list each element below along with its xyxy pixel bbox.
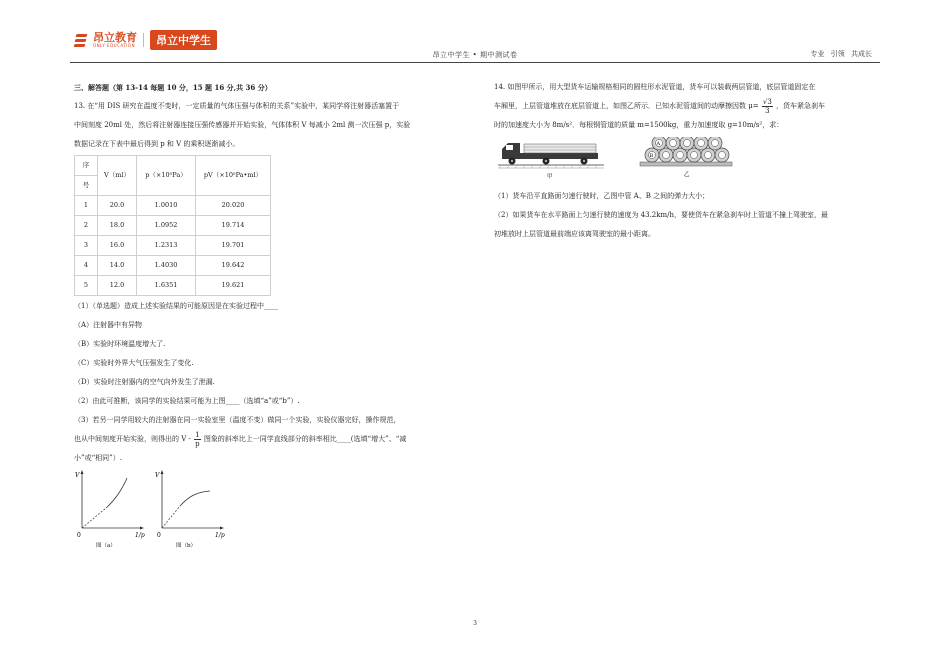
q14-text: ，货车紧急刹车 <box>776 102 826 110</box>
table-cell: 20.020 <box>196 196 271 216</box>
table-cell: 16.0 <box>98 236 137 256</box>
pipes-figure <box>640 137 732 178</box>
q13-sub3-text: 也从中间刻度开始实验，则得出的 V - <box>74 435 191 443</box>
fraction <box>762 98 773 115</box>
graph-a-ylabel: V <box>75 472 80 479</box>
q14-line: 14. 如图甲所示，用大型货车运输规格相同的圆柱形水泥管道，货车可以装载两层管道，底层管道固定在 <box>494 83 816 91</box>
q13-intro-line: 中间刻度 20ml 处，然后将注射器连接压强传感器并开始实验，气体体积 V 每减小 2ml 测一次压强 p，实验 <box>74 121 411 129</box>
graph-b <box>155 470 225 549</box>
fraction-numerator: 1 <box>195 430 200 439</box>
option-c: （C）实验时外界大气压强发生了变化. <box>74 359 194 367</box>
header-tagline: 专业 引领 共成长 <box>810 50 872 58</box>
q13-sub1: （1）（单选题）造成上述实验结果的可能原因是在实验过程中____ <box>74 302 278 310</box>
table-row <box>75 276 271 296</box>
table-cell: 1.6351 <box>137 276 196 296</box>
table-header-cell: 号 <box>75 176 98 196</box>
q13-sub3-line: （3）若另一同学用较大的注射器在同一实验室里（温度不变）做同一个实验，实验仪器完好，操作规范， <box>74 416 401 424</box>
fraction-denominator: p <box>195 439 200 448</box>
table-cell: 1.2313 <box>137 236 196 256</box>
fig-jia-label: 甲 <box>547 174 553 180</box>
left-column <box>74 78 470 548</box>
table-cell: 2 <box>75 216 98 236</box>
q14-line: 时的加速度大小为 8m/s²．每根钢管道的质量 m=1500kg，重力加速度取 g=10m/s²，求： <box>494 121 784 129</box>
table-cell: 19.642 <box>196 256 271 276</box>
table-cell: 19.714 <box>196 216 271 236</box>
header-rule <box>70 62 880 63</box>
logo-text: 昂立教育 <box>93 30 137 44</box>
table-cell: 18.0 <box>98 216 137 236</box>
table-cell: 5 <box>75 276 98 296</box>
graph-figures <box>74 468 274 548</box>
option-b: （B）实验时环境温度增大了. <box>74 340 166 348</box>
table-cell: 4 <box>75 256 98 276</box>
right-column <box>494 78 884 244</box>
graph-b-xlabel: 1/p <box>215 532 225 539</box>
table-header-row <box>75 156 271 176</box>
q13-sub3-line <box>74 430 470 449</box>
table-cell: 3 <box>75 236 98 256</box>
fig-yi-label: 乙 <box>684 172 690 178</box>
pipe-b-label: B <box>649 153 654 159</box>
exam-title: 昂立中学生 • 期中测试卷 <box>432 51 518 59</box>
q13-sub3-text: 图象的斜率比上一同学直线部分的斜率相比____(选填“增大”、“减 <box>203 435 407 443</box>
q14-sub2-line: 初堆放时上层管道最前端应该离驾驶室的最小距离。 <box>494 230 655 238</box>
q13-sub3-line: 小”或“相同”）. <box>74 454 122 462</box>
table-header-cell: V（ml） <box>98 156 137 196</box>
brand-logo <box>74 30 217 50</box>
table-cell: 12.0 <box>98 276 137 296</box>
logo-subtext: ONLY EDUCATION <box>93 42 136 48</box>
data-table <box>74 155 271 296</box>
q14-text: 车厢里，上层管道堆放在底层管道上，如图乙所示．已知水泥管道间的动摩擦因数 μ= <box>494 102 759 110</box>
table-row <box>75 216 271 236</box>
graph-a-xlabel: 1/p <box>135 532 145 539</box>
table-header-cell: pV（×10⁵Pa•ml） <box>196 156 271 196</box>
q13-intro-line: 13. 在“用 DIS 研究在温度不变时，一定质量的气体压强与体积的关系”实验中，某同学将注射器活塞置于 <box>74 102 400 110</box>
truck-figure <box>498 143 604 180</box>
fraction-denominator: 3 <box>765 106 770 115</box>
page-header <box>0 0 950 64</box>
table-cell: 19.621 <box>196 276 271 296</box>
graph-b-ylabel: V <box>155 472 160 479</box>
table-header-cell: 序 <box>75 156 98 176</box>
option-a: （A）注射器中有异物 <box>74 321 143 329</box>
table-cell: 1.0010 <box>137 196 196 216</box>
page-number: 3 <box>473 620 477 627</box>
table-cell: 1 <box>75 196 98 216</box>
section-heading: 三、解答题（第 13-14 每题 10 分，15 题 16 分,共 36 分） <box>74 83 272 92</box>
option-d: （D）实验时注射器内的空气向外发生了泄漏. <box>74 378 215 386</box>
graph-b-origin: 0 <box>157 532 161 539</box>
table-row <box>75 236 271 256</box>
graph-b-caption: 图（b） <box>176 543 197 549</box>
graph-a-caption: 图（a） <box>96 543 116 549</box>
fraction <box>194 431 200 448</box>
table-cell: 1.0952 <box>137 216 196 236</box>
table-cell: 14.0 <box>98 256 137 276</box>
fraction-numerator: √3 <box>762 97 772 106</box>
pipe-a-label: A <box>656 141 661 147</box>
table-cell: 19.701 <box>196 236 271 256</box>
table-row <box>75 256 271 276</box>
brand-badge: 昂立中学生 <box>150 30 217 50</box>
q14-line <box>494 97 884 116</box>
table-cell: 20.0 <box>98 196 137 216</box>
table-cell: 1.4030 <box>137 256 196 276</box>
q14-figures <box>494 137 884 187</box>
table-row <box>75 196 271 216</box>
graph-a <box>75 470 145 549</box>
q13-sub2: （2）由此可推断，该同学的实验结果可能为上图____（选填“a”或“b”）. <box>74 397 300 405</box>
graphs-svg <box>74 468 274 550</box>
q14-sub1: （1）货车沿平直路面匀速行驶时，乙图中管 A、B 之间的弹力大小； <box>494 192 710 200</box>
q14-sub2-line: （2）如果货车在水平路面上匀速行驶的速度为 43.2km/h，要使货车在紧急刹车时上管道不撞上驾驶室，最 <box>494 211 829 219</box>
logo-mark-icon <box>74 32 90 48</box>
q13-intro-line: 数据记录在下表中最后得到 p 和 V 的乘积逐渐减小。 <box>74 140 240 148</box>
table-header-cell: p（×10⁵Pa） <box>137 156 196 196</box>
logo-divider <box>143 33 144 47</box>
graph-a-origin: 0 <box>77 532 81 539</box>
